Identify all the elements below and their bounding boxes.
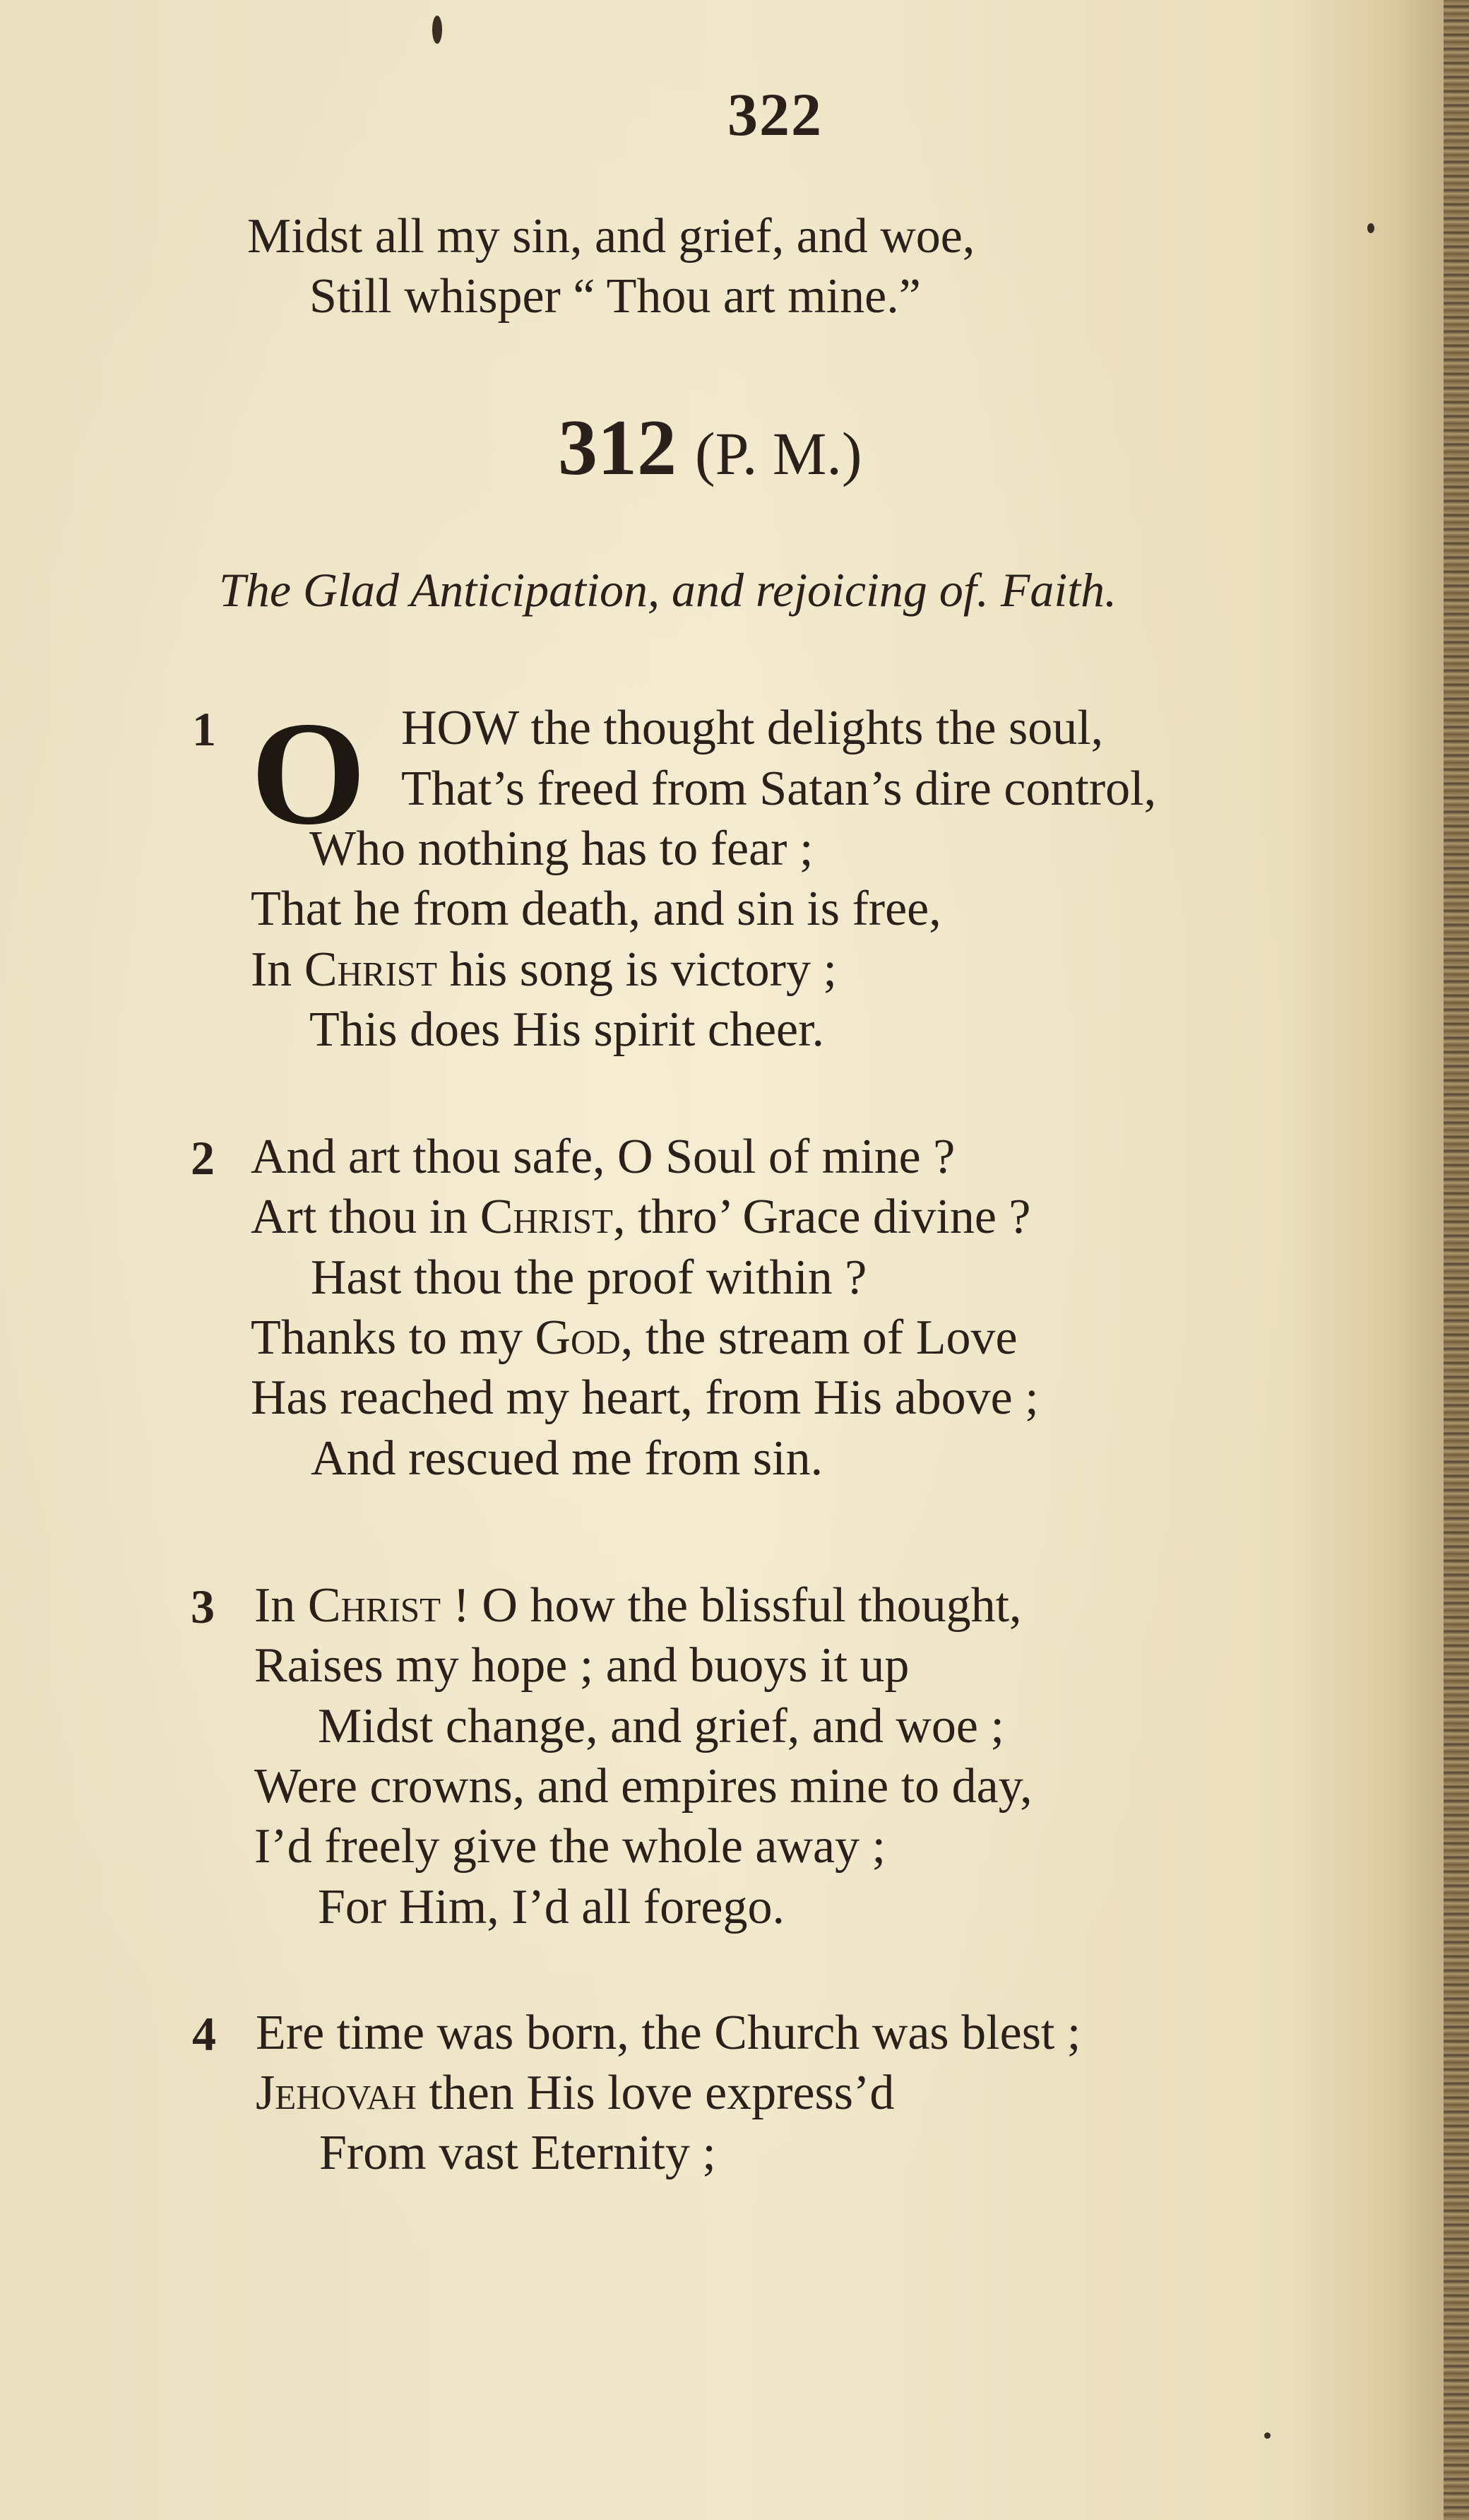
page-edge: [1444, 0, 1469, 2520]
hymn-number: 312: [558, 404, 677, 492]
verse-line: For Him, I’d all forego.: [318, 1880, 785, 1934]
verse-number: 4: [192, 2007, 216, 2061]
verse-number: 1: [192, 702, 216, 756]
verse-line: I’d freely give the whole away ;: [254, 1819, 886, 1874]
prev-hymn-line: Still whisper “ Thou art mine.”: [309, 269, 921, 324]
verse-line: Who nothing has to fear ;: [309, 822, 814, 876]
verse-line: That’s freed from Satan’s dire control,: [401, 762, 1157, 816]
drop-cap: O: [251, 692, 367, 856]
verse-line: HOW the thought delights the soul,: [401, 701, 1104, 755]
ink-speck: [1264, 2432, 1271, 2439]
prev-hymn-line: Midst all my sin, and grief, and woe,: [247, 209, 975, 264]
verse-line: Midst change, and grief, and woe ;: [318, 1699, 1004, 1753]
verse-line: That he from death, and sin is free,: [251, 882, 941, 936]
verse-line: And art thou safe, O Soul of mine ?: [251, 1130, 956, 1184]
hymn-meter: (P. M.): [695, 420, 862, 487]
verse-line: Ere time was born, the Church was blest ;: [256, 2006, 1081, 2060]
verse-line: Has reached my heart, from His above ;: [251, 1371, 1039, 1425]
page-number: 322: [727, 81, 823, 148]
hymn-title: The Glad Anticipation, and rejoicing of. Faith.: [219, 563, 1117, 617]
christ-name: Christ: [307, 1578, 441, 1633]
verse-line: From vast Eternity ;: [319, 2126, 716, 2180]
ink-speck: [432, 16, 442, 44]
verse-number: 3: [191, 1580, 215, 1633]
christ-name: Christ: [480, 1190, 613, 1244]
ink-speck: [1367, 223, 1374, 233]
jehovah-name: Jehovah: [256, 2066, 417, 2120]
christ-name: Christ: [304, 942, 438, 997]
verse-line: And rescued me from sin.: [311, 1431, 823, 1486]
hymn-heading: [558, 404, 862, 492]
verse-line: In Christ ! O how the blissful thought,: [254, 1578, 1022, 1633]
verse-number: 2: [191, 1131, 215, 1185]
verse-line: Hast thou the proof within ?: [311, 1250, 867, 1305]
verse-line: Raises my hope ; and buoys it up: [254, 1638, 910, 1693]
verse-line: Jehovah then His love express’d: [256, 2066, 895, 2120]
verse-line: Were crowns, and empires mine to day,: [254, 1759, 1033, 1814]
verse-line: Thanks to my God, the stream of Love: [251, 1311, 1018, 1365]
verse-line: Art thou in Christ, thro’ Grace divine ?: [251, 1190, 1031, 1244]
god-name: God: [535, 1311, 621, 1365]
verse-line: In Christ his song is victory ;: [251, 942, 837, 997]
verse-line: This does His spirit cheer.: [309, 1002, 825, 1057]
